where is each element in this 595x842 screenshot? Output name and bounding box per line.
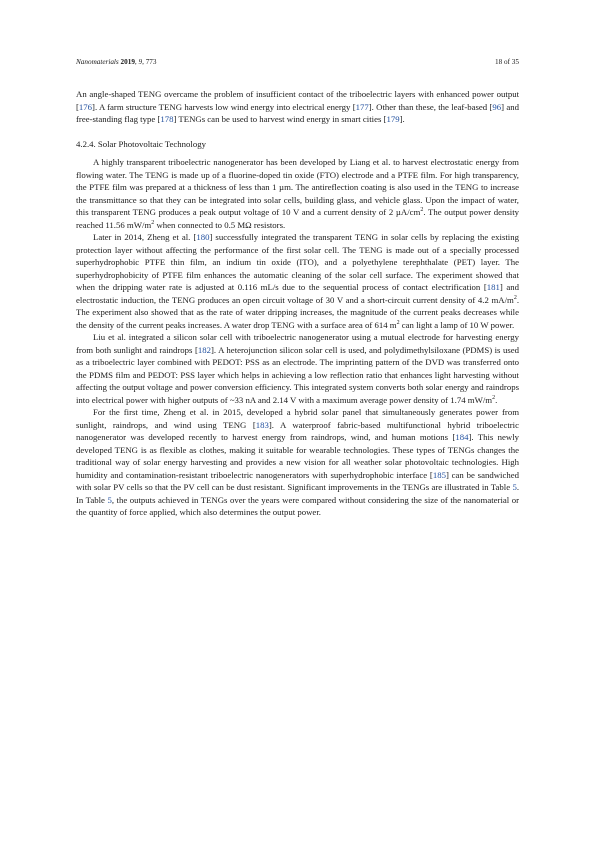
reference-link[interactable]: 182 xyxy=(197,344,211,355)
page-number: 18 of 35 xyxy=(495,58,519,66)
article-body xyxy=(76,88,519,519)
reference-link[interactable]: 176 xyxy=(78,101,93,112)
section-heading: 4.2.4. Solar Photovoltaic Technology xyxy=(76,138,206,149)
reference-link[interactable]: 177 xyxy=(355,101,369,112)
reference-link[interactable]: 180 xyxy=(196,232,210,242)
table-link[interactable]: 5 xyxy=(107,494,112,505)
journal-pages: , 773 xyxy=(142,58,157,66)
paragraph-liang: A highly transparent triboelectric nanogenerator has been developed by Liang et al. to harvest electrostatic energy from flowing water. The TENG is made up of a fluorine-doped tin oxide (FTO) electrode and a PTFE film. For high transparency, the PTFE film was prepared at a thickness of less than 1 µm. The antireflection coating is also used in the TENG to increase the transmittance so that they can be integrated into solar cells, building glass, and vehicle glass. Upon the impact of water, this transparent TENG produces a peak output voltage of 10 V and a current density of 2 $\mu A/cm^2$. The output power density reached 11.56 $mW/m^2$ when connected to 0.5 MΩ resistors. xyxy=(76,157,520,230)
table-link[interactable]: 5 xyxy=(512,482,517,492)
reference-link[interactable]: 184 xyxy=(455,432,469,442)
reference-link[interactable]: 96 xyxy=(492,101,502,112)
journal-volume: 9 xyxy=(138,58,143,66)
reference-link[interactable]: 179 xyxy=(386,114,400,124)
journal-citation: Nanomaterials 2019, 9, 773 xyxy=(76,58,157,66)
paragraph-liu: Liu et al. integrated a silicon solar cell with triboelectric nanogenerator using a mutual electrode for harvesting energy from both sunlight and raindrops [182]. A heterojunction silicon solar cell is used, and polydimethylsiloxane (PDMS) is used as a triboelectric layer combined with PEDOT: PSS as an electrode. The imprinting pattern of the DVD was transferred onto the PDMS film and PEDOT: PSS layer which helps in achieving a low reflection ratio that enhances light harvesting without affecting the output voltage and power conversion efficiency. This integrated system converts both solar energy and raindrops into electrical power with higher outputs of ~33 nA and 2.14 V with a maximum average power density of 1.74 $mW/m^2$. xyxy=(76,332,519,405)
paragraph-wind-energy: An angle-shaped TENG overcame the problem of insufficient contact of the triboelectric layers with enhanced power output [176]. A farm structure TENG harvests low wind energy into electrical energy [177]. Other than these, the leaf-based [96] and free-standing flag type [178] TENGs can be used to harvest wind energy in smart cities [179]. xyxy=(76,89,519,124)
reference-link[interactable]: 183 xyxy=(255,419,269,430)
page-header xyxy=(76,56,519,68)
paragraph-zheng-2015: For the first time, Zheng et al. in 2015, developed a hybrid solar panel that simultaneously generates power from sunlight, raindrops, and wind using TENG [183]. A waterproof fabric-based multifunctional hybrid triboelectric nanogenerator was developed recently to harvest energy from raindrops, wind, and human motions [184]. This newly developed TENG is as flexible as clothes, making it suitable for wearable technologies. These types of TENGs changes the traditional way of solar energy harvesting and provides a new vision for all weather solar photovoltaic technologies. High humidity and contamination-resistant triboelectric nanogenerators with superhydrophobic interface [185] can be sandwiched with solar PV cells so that the PV cell can be dust resistant. Significant improvements in the TENGs are illustrated in Table 5. In Table 5, the outputs achieved in TENGs over the years were compared without considering the size of the nanomaterial or the quantity of force applied, which also determines the output power. xyxy=(76,407,520,517)
paragraph-zheng-2014: Later in 2014, Zheng et al. [180] successfully integrated the transparent TENG in solar cells by replacing the existing protection layer without affecting the performance of the first solar cell. The TENG is made out of a specially processed superhydrophobic PTFE thin film, an indium tin oxide (ITO), and a polyethylene terephthalate (PET) layer. The superhydrophobicity of PTFE film enhances the automatic cleaning of the solar cell surface. The experiment showed that when the dripping water rate is adjusted at 0.116 mL/s due to the sequential process of contact electrification [181] and electrostatic induction, the TENG produces an open circuit voltage of 30 V and a short-circuit current density of 4.2 $mA/m^2$. The experiment also showed that as the rate of water dripping increases, the magnitude of the current peaks decreases while the density of the current peaks increases. A water drop TENG with a surface area of 614 $m^2$ can light a lamp of 10 W power. xyxy=(76,232,519,330)
journal-year: 2019 xyxy=(120,58,135,66)
journal-name: Nanomaterials xyxy=(76,58,119,66)
reference-link[interactable]: 185 xyxy=(432,469,446,480)
reference-link[interactable]: 181 xyxy=(486,282,500,292)
reference-link[interactable]: 178 xyxy=(160,114,174,124)
